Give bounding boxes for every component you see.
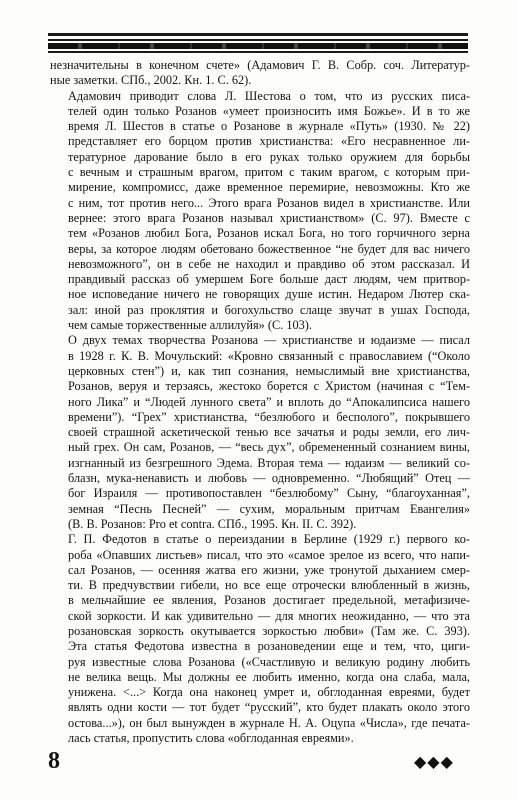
text-line: бог Израиля — противопоставлен “безлюбому” Сыну, “благоуханная”, xyxy=(68,486,470,501)
diamond-ornament-icon: ◆◆◆ xyxy=(414,752,454,771)
text-line: Г. П. Федотов в статье о переиздании в Берлине (1929 г.) первого ко- xyxy=(68,532,470,547)
paragraph xyxy=(50,333,470,532)
text-line: блазн, мука-ненависть и любовь — одновременно. “Любящий” Отец — xyxy=(68,471,470,486)
text-line: (В. В. Розанов: Pro et contra. СПб., 1995. Кн. II. С. 392). xyxy=(68,516,357,531)
text-line: ти. В предчувствии гибели, но все еще отрочески влюбленный в жизнь, xyxy=(68,578,470,593)
text-line: лась статья, пропустить слова «обглоданная евреями». xyxy=(68,731,354,746)
text-line: правдивый рассказ об умершем Боге больше даст людям, чем притвор- xyxy=(68,272,470,287)
text-line: ный грех. Он сам, Розанов, — “весь дух”, обремененный сознанием вины, xyxy=(68,440,470,455)
text-line: являть одни кости — тот будет “русский”, кто будет плакать около этого xyxy=(68,700,470,715)
text-line: роба «Опавших листьев» писал, что это «самое зрелое из всего, что напи- xyxy=(68,547,470,562)
text-line: мирение, компромисс, даже временное перемирие, невозможны. Кто же xyxy=(68,180,470,195)
text-line: невозможного”, он в себе не находил и правдиво об этом рассказал. И xyxy=(68,256,470,271)
body-text xyxy=(50,58,470,746)
text-line: не велика вещь. Мы должны ее любить именно, когда она слаба, мала, xyxy=(68,669,470,684)
text-line: руя известные слова Розанова («Счастливую и великую родину любить xyxy=(68,654,470,669)
paragraph xyxy=(50,532,470,746)
text-line: чем самые торжественные аллилуйя» (С. 103). xyxy=(68,318,312,333)
header-stripe xyxy=(48,33,468,36)
text-line: времени”). “Грех” христианства, “безлюбого и бесполого”, покрывшего xyxy=(68,409,470,424)
text-line: остова...»), он был вынужден в журнале Н. А. Оцупа «Числа», где печата- xyxy=(68,715,470,730)
text-line: веры, за которое людям обетовано божественное “не будет для вас ничего xyxy=(68,241,470,256)
header-stripe xyxy=(48,43,468,49)
text-line: в 1928 г. К. В. Мочульский: «Кровно связанный с православием (“Около xyxy=(68,348,470,363)
text-line: тературное дарование было в его руках только оружием для борьбы xyxy=(68,149,470,164)
text-line: тем «Розанов любил Бога, Розанов искал Бога, но того горчичного зерна xyxy=(68,226,470,241)
text-line: О двух темах творчества Розанова — христианстве и юдаизме — писал xyxy=(68,333,470,348)
text-line: ской зоркости. И как удивительно — для многих неожиданно, — что эта xyxy=(68,608,470,623)
text-line: зал: иной раз проклятия и богохульство слаще звучат в ушах Господа, xyxy=(68,302,470,317)
page-number: 8 xyxy=(48,748,60,774)
paragraph xyxy=(50,89,470,334)
text-line: Розанов, веруя и терзаясь, жестоко борется с Христом (начиная с “Тем- xyxy=(68,379,470,394)
text-line: ное исповедание ничего не говорящих душе истин. Недаром Лютер ска- xyxy=(68,287,470,302)
header-decorative-band xyxy=(48,33,468,55)
header-stripe xyxy=(48,39,468,41)
text-line: незначительны в конечном счете» (Адамович Г. В. Собр. соч. Литератур- xyxy=(50,58,470,72)
text-line: своей страшной аскетической тенью все зачатья и роды земли, его лич- xyxy=(68,425,470,440)
text-line: с ним, тот против него... Этого врага Розанов видел в христианстве. Или xyxy=(68,195,470,210)
text-line: Адамович приводит слова Л. Шестова о том, что из русских писа- xyxy=(68,88,470,103)
paragraph xyxy=(50,58,470,89)
text-line: представляет его борцом против христианства: «Его несравненное ли- xyxy=(68,134,470,149)
text-line: с вечным и страшным врагом, притом с таким врагом, с которым при- xyxy=(68,165,470,180)
text-line: унижена. <...> Когда она наконец умрет и, обглоданная евреями, будет xyxy=(68,685,470,700)
text-line: изгнанный из безгрешного Эдема. Вторая тема — юдаизм — великий со- xyxy=(68,455,470,470)
text-line: вернее: этого врага Розанов называл христианством» (С. 97). Вместе с xyxy=(68,210,470,225)
text-line: розановская зоркость окутывается зоркостью любви» (Там же. С. 393). xyxy=(68,623,470,638)
text-line: ного Лика” и “Людей лунного света” и вплоть до “Апокалипсиса нашего xyxy=(68,394,470,409)
text-line: земная “Песнь Песней” — сухим, моральным притчам Евангелия» xyxy=(68,501,470,516)
text-line: в мельчайшие ее явления, Розанов достигает предельной, метафизиче- xyxy=(68,593,470,608)
text-line: телей один только Розанов «умеет произносить имя Божье». И в то же xyxy=(68,103,470,118)
text-line: время Л. Шестов в статье о Розанове в журнале «Путь» (1930. № 22) xyxy=(68,119,470,134)
text-line: церковных стен”) и, как тип сознания, немыслимый вне христианства, xyxy=(68,363,470,378)
text-line: сал Розанов, — осенняя жатва его жизни, уже тронутой дыханием смер- xyxy=(68,562,470,577)
header-stripe xyxy=(48,51,468,53)
text-line: Эта статья Федотова известна в розановедении еще и тем, что, циги- xyxy=(68,639,470,654)
text-line: ные заметки. СПб., 2002. Кн. 1. С. 62). xyxy=(50,73,252,88)
